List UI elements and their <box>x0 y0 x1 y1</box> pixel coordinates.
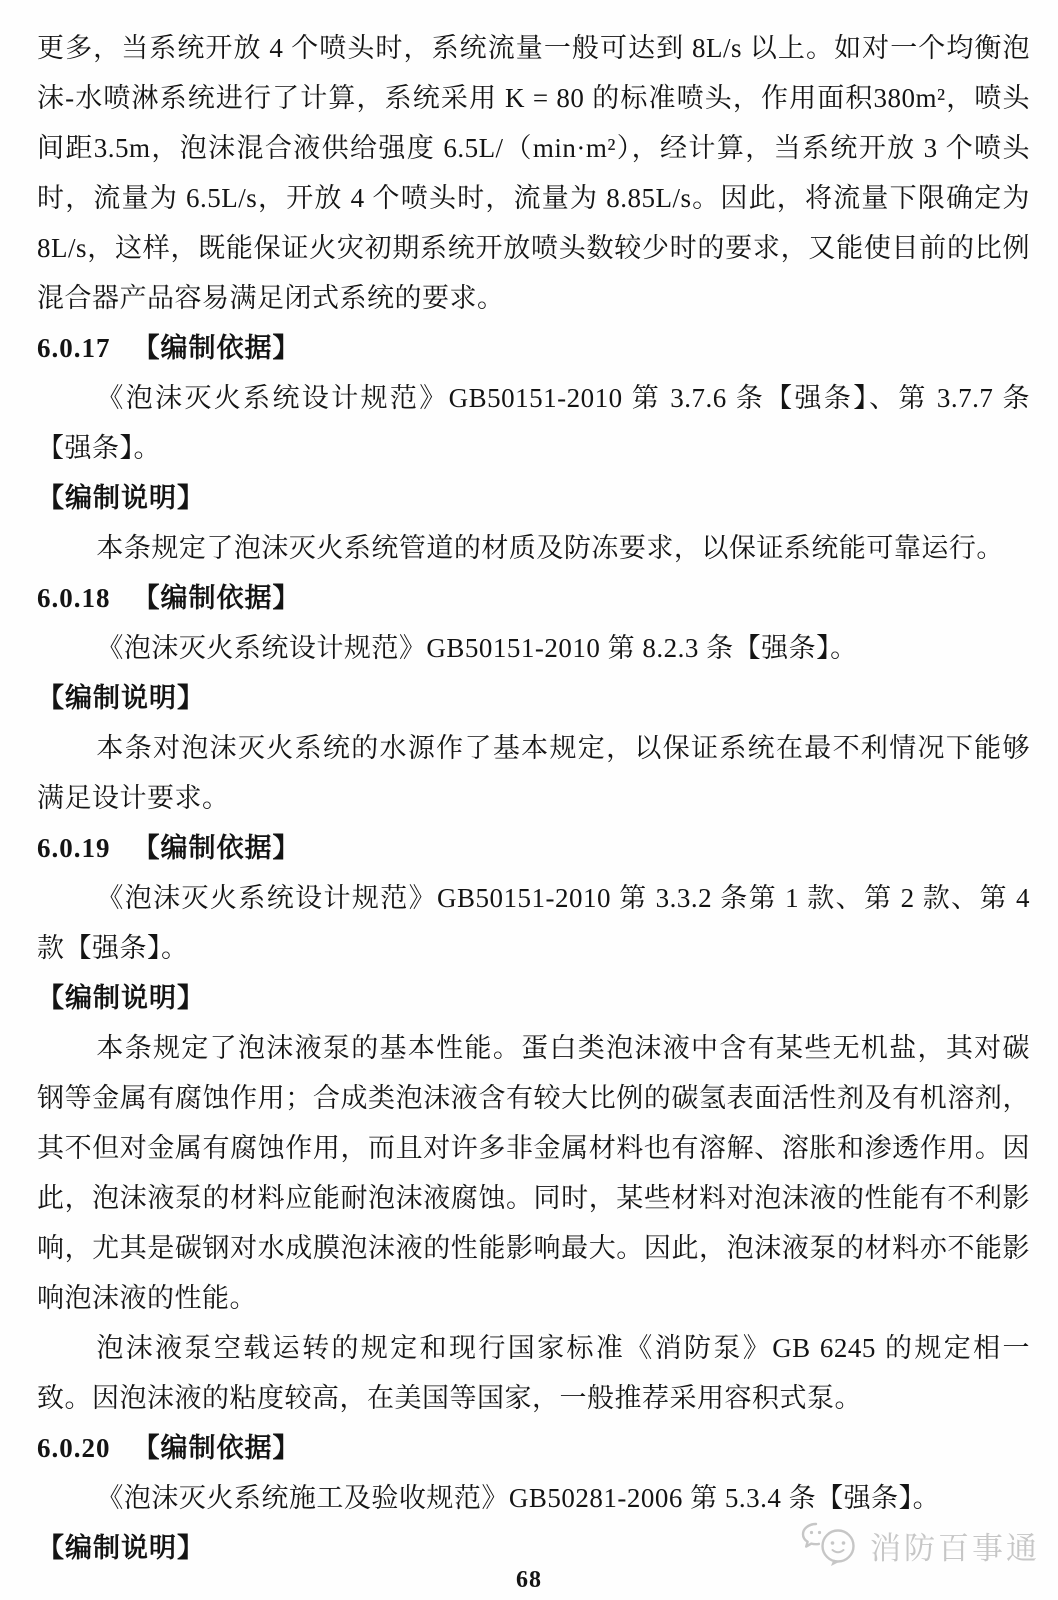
section-label: 【编制依据】 <box>132 833 301 863</box>
explanation-heading: 【编制说明】 <box>37 483 205 513</box>
section-heading-6-0-19 <box>37 823 1030 873</box>
explanation-heading: 【编制说明】 <box>37 983 205 1013</box>
section-number: 6.0.19 <box>37 833 111 863</box>
explanation-paragraph: 本条规定了泡沫灭火系统管道的材质及防冻要求，以保证系统能可靠运行。 <box>96 533 1004 563</box>
reference-paragraph: 《泡沫灭火系统设计规范》GB50151-2010 第 3.3.2 条第 1 款、第 2 款、第 4 款【强条】。 <box>37 883 1030 963</box>
chat-bubbles-icon <box>800 1520 862 1570</box>
section-heading-6-0-20 <box>37 1423 1030 1473</box>
paragraph-flow-continuation: 更多，当系统开放 4 个喷头时，系统流量一般可达到 8L/s 以上。如对一个均衡泡沫-水喷淋系统进行了计算，系统采用 K = 80 的标准喷头，作用面积380m²，喷头间距3.5m，泡沫混合液供给强度 6.5L/（min·m²），经计算，当系统开放 3 个喷头时，流量为 6.5L/s，开放 4 个喷头时，流量为 8.85L/s。因此，将流量下限确定为 8L/s，这样，既能保证火灾初期系统开放喷头数较少时的要求，又能使目前的比例混合器产品容易满足闭式系统的要求。 <box>37 33 1030 313</box>
explanation-heading: 【编制说明】 <box>37 683 205 713</box>
section-heading-6-0-17 <box>37 323 1030 373</box>
explanation-paragraph: 本条对泡沫灭火系统的水源作了基本规定，以保证系统在最不利情况下能够满足设计要求。 <box>37 733 1030 813</box>
watermark <box>800 1520 1040 1570</box>
watermark-text: 消防百事通 <box>870 1530 1040 1566</box>
section-number: 6.0.17 <box>37 333 111 363</box>
reference-paragraph: 《泡沫灭火系统设计规范》GB50151-2010 第 8.2.3 条【强条】。 <box>96 633 858 663</box>
section-heading-6-0-18 <box>37 573 1030 623</box>
explanation-paragraph: 本条规定了泡沫液泵的基本性能。蛋白类泡沫液中含有某些无机盐，其对碳钢等金属有腐蚀作用；合成类泡沫液含有较大比例的碳氢表面活性剂及有机溶剂，其不但对金属有腐蚀作用，而且对许多非金属材料也有溶解、溶胀和渗透作用。因此，泡沫液泵的材料应能耐泡沫液腐蚀。同时，某些材料对泡沫液的性能有不利影响，尤其是碳钢对水成膜泡沫液的性能影响最大。因此，泡沫液泵的材料亦不能影响泡沫液的性能。 <box>37 1033 1030 1313</box>
section-label: 【编制依据】 <box>132 583 301 613</box>
section-label: 【编制依据】 <box>132 1433 301 1463</box>
page-number: 68 <box>516 1567 542 1593</box>
explanation-heading: 【编制说明】 <box>37 1533 205 1563</box>
reference-paragraph: 《泡沫灭火系统设计规范》GB50151-2010 第 3.7.6 条【强条】、第 3.7.7 条【强条】。 <box>37 383 1030 463</box>
explanation-paragraph: 泡沫液泵空载运转的规定和现行国家标准《消防泵》GB 6245 的规定相一致。因泡沫液的粘度较高，在美国等国家，一般推荐采用容积式泵。 <box>37 1333 1030 1413</box>
section-label: 【编制依据】 <box>132 333 301 363</box>
section-number: 6.0.18 <box>37 583 111 613</box>
reference-paragraph: 《泡沫灭火系统施工及验收规范》GB50281-2006 第 5.3.4 条【强条】。 <box>96 1483 941 1513</box>
section-number: 6.0.20 <box>37 1433 111 1463</box>
